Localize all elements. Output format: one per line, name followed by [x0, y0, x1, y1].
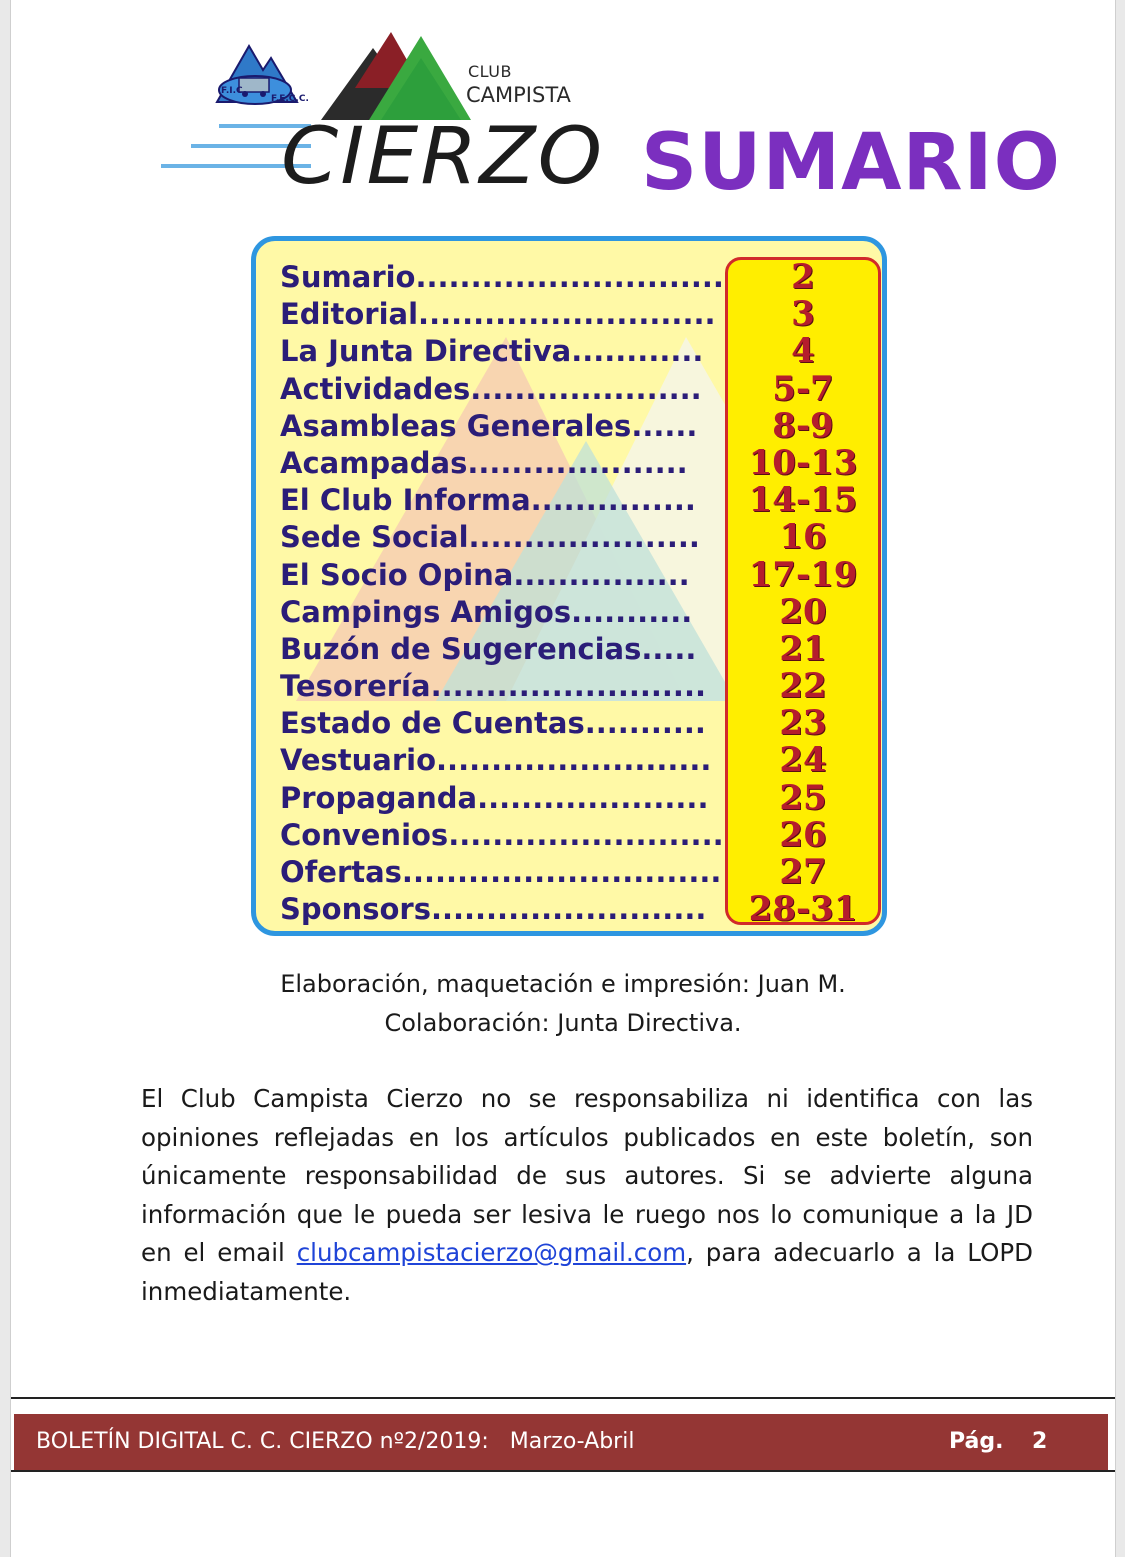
- toc-entry-page: 26: [779, 814, 827, 855]
- toc-entry-label: El Socio Opina................: [280, 557, 690, 592]
- credits-production: Elaboración, maquetación e impresión: Juan M.: [280, 970, 846, 998]
- toc-entry[interactable]: [256, 891, 882, 928]
- toc-entry[interactable]: [256, 668, 882, 705]
- toc-entry-label: Tesorería.........................: [280, 669, 706, 704]
- toc-entry-page: 3: [791, 294, 815, 335]
- toc-entry[interactable]: [256, 777, 882, 818]
- toc-entry-page: 28-31: [748, 889, 858, 930]
- table-of-contents: [251, 236, 887, 936]
- footer-bar: [14, 1414, 1108, 1470]
- toc-entry[interactable]: [256, 333, 882, 370]
- mountains-icon: [311, 28, 471, 123]
- toc-entry-label: Estado de Cuentas...........: [280, 706, 706, 741]
- credits-collaboration: Colaboración: Junta Directiva.: [384, 1009, 742, 1037]
- toc-entry-label: Acampadas....................: [280, 445, 688, 480]
- toc-entry-page: 5-7: [772, 368, 834, 409]
- footer-top-divider: [11, 1397, 1115, 1399]
- toc-entry-page: 16: [779, 517, 827, 558]
- page-title: SUMARIO: [641, 118, 1061, 208]
- document-page: [10, 0, 1116, 1557]
- toc-entry-label: Sponsors.........................: [280, 892, 707, 927]
- toc-entry-page: 23: [779, 703, 827, 744]
- toc-entry-label: La Junta Directiva............: [280, 334, 704, 369]
- toc-entry-page: 25: [779, 777, 827, 818]
- toc-entry[interactable]: [256, 259, 882, 296]
- fecc-label: F.E.C.C.: [271, 94, 309, 104]
- logo-campista-word: CAMPISTA: [466, 83, 571, 107]
- logo-club-word: CLUB: [468, 62, 512, 81]
- toc-entry[interactable]: [256, 628, 882, 669]
- toc-entry-page: 27: [779, 852, 827, 892]
- toc-entry[interactable]: [256, 405, 882, 446]
- logo-cierzo-word: CIERZO: [281, 112, 605, 202]
- toc-entry[interactable]: [256, 591, 882, 632]
- toc-entry-page: 10-13: [748, 442, 858, 483]
- toc-entry-label: Editorial...........................: [280, 297, 716, 332]
- toc-entry-page: 2: [791, 257, 815, 297]
- toc-entry-label: Sede Social.....................: [280, 520, 700, 555]
- toc-entry-page: 8-9: [772, 405, 834, 446]
- toc-entry[interactable]: [256, 742, 882, 779]
- toc-entry-page: 22: [779, 666, 827, 707]
- toc-entry-label: Propaganda.....................: [280, 780, 709, 815]
- toc-entry-page: 17-19: [748, 554, 858, 595]
- toc-entry-label: Sumario............................: [280, 260, 724, 294]
- toc-entry-label: Vestuario.........................: [280, 743, 712, 778]
- toc-entry[interactable]: [256, 554, 882, 595]
- toc-entry[interactable]: [256, 482, 882, 519]
- toc-entry-page: 14-15: [748, 480, 858, 521]
- footer-page-number: 2: [1032, 1429, 1048, 1454]
- toc-entry[interactable]: [256, 368, 882, 409]
- disclaimer-text-before: El Club Campista Cierzo no se responsabiliza ni identifica con las opiniones reflejadas en los artículos publicados en este boletín, son únicamente responsabilidad de sus autores. Si se advierte alguna información que le pueda ser lesiva le ruego nos lo comunique a la JD en el email: [141, 1084, 1033, 1267]
- toc-entry-page: 20: [779, 591, 827, 632]
- email-link[interactable]: clubcampistacierzo@gmail.com: [296, 1238, 687, 1267]
- credits: [11, 965, 1115, 1043]
- footer-bottom-divider: [11, 1470, 1115, 1472]
- toc-entry-label: Convenios.........................: [280, 817, 724, 852]
- footer-page-label: Pág.: [949, 1429, 1004, 1454]
- toc-entry[interactable]: [256, 442, 882, 483]
- disclaimer-text-after: , para adecuarlo a la LOPD inmediatamente.: [141, 1238, 1033, 1306]
- toc-entry[interactable]: [256, 296, 882, 333]
- toc-entry-label: Buzón de Sugerencias.....: [280, 631, 697, 666]
- toc-entry-page: 21: [779, 628, 827, 669]
- toc-entry-page: 4: [791, 331, 815, 372]
- toc-entry[interactable]: [256, 705, 882, 742]
- club-logo: [161, 28, 605, 203]
- toc-entry[interactable]: [256, 814, 882, 855]
- toc-entry[interactable]: [256, 519, 882, 556]
- disclaimer-paragraph: [141, 1080, 1033, 1311]
- toc-entry[interactable]: [256, 854, 882, 891]
- footer-bulletin-title: BOLETÍN DIGITAL C. C. CIERZO nº2/2019: Marzo-Abril: [36, 1429, 635, 1454]
- toc-entry-label: Asambleas Generales......: [280, 408, 698, 443]
- toc-entry-page: 24: [779, 740, 827, 781]
- toc-list: [256, 259, 882, 928]
- toc-entry-label: El Club Informa...............: [280, 483, 696, 518]
- fic-label: F.I.C.: [221, 86, 247, 96]
- toc-entry-label: Actividades.....................: [280, 371, 702, 406]
- toc-entry-label: Campings Amigos...........: [280, 594, 693, 629]
- toc-entry-label: Ofertas.............................: [280, 855, 722, 889]
